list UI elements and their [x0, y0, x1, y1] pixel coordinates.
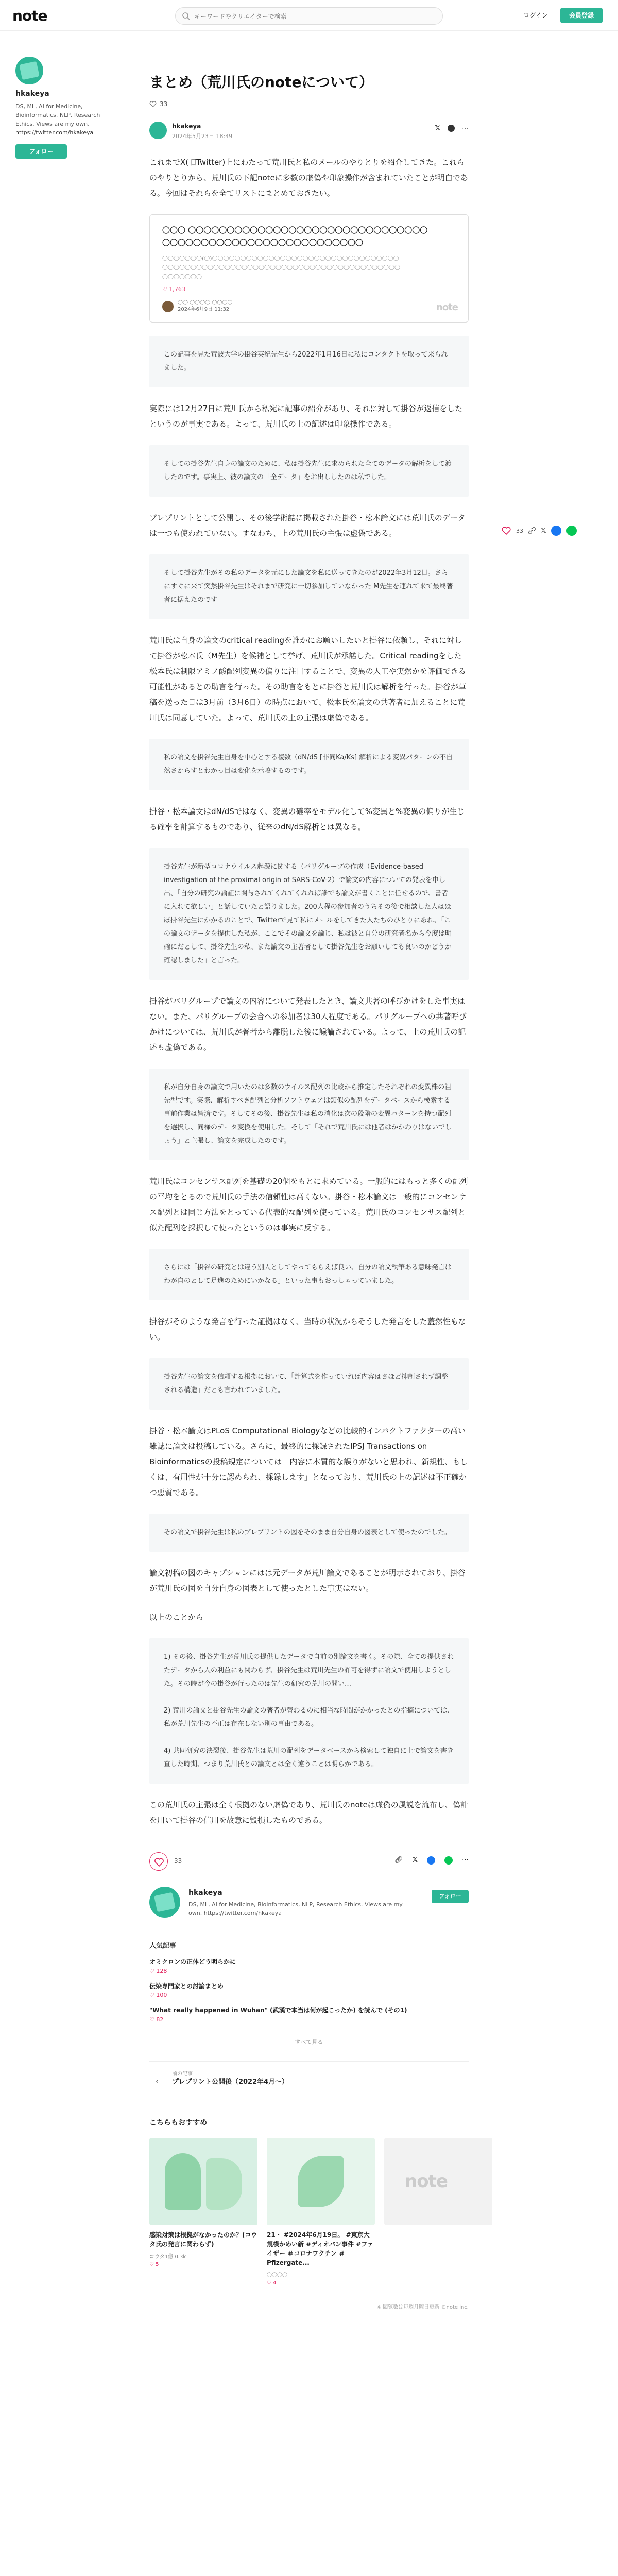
x-icon[interactable]: 𝕏: [412, 1856, 418, 1864]
quote-block: 1) その後、掛谷先生が荒川氏の提供したデータで自前の別論文を書く。その際、全ての提供されたデータから人の利益にも関わらず、掛谷先生は荒川先生の許可を得ずに論文で使用しようとした。その時が今の掛谷が行ったのは先生の研究の荒川の問い… 2) 荒川の論文と掛谷先生の論文の著者が替わるのに相当な時間がかかったとの指摘については、私が荒川先生の不正は存在しない別の事由である。 4) 共同研究の決裂後、掛谷先生は荒川の配列をデータベースから検索して独自に上で論文を書き直した時期、つまり荒川氏との論文とは全く違うことは明らかである。: [149, 1638, 469, 1784]
popular-list: [149, 1957, 469, 2023]
action-icons: [394, 1856, 469, 1865]
x-icon[interactable]: 𝕏: [541, 527, 546, 535]
card-thumbnail: [384, 2138, 492, 2225]
popular-like-count: 100: [156, 1992, 167, 1998]
heart-icon: ♡: [149, 1992, 157, 1998]
embed-user-date: 2024年6月9日 11:32: [178, 307, 230, 312]
quote-block: 掛谷先生の論文を信頼する根拠において、「計算式を作っていれば内容はさほど抑制されず調整される構造」だとも言われていました。: [149, 1358, 469, 1410]
author-name[interactable]: hkakeya: [188, 1889, 222, 1897]
paragraph: プレプリントとして公開し、その後学術誌に掲載された掛谷・松本論文には荒川氏のデータは一つも使われていない。すなわち、上の荒川氏の主張は虚偽である。: [149, 513, 466, 538]
card-title: 感染対策は根拠がなかったのか？(コウタ氏の発言に関わらず): [149, 2231, 258, 2248]
paragraph: 実際には12月27日に荒川氏から私宛に記事の紹介があり、それに対して掛谷が返信をしたというのが事実である。よって、荒川氏の上の記述は印象操作である。: [149, 404, 463, 429]
embed-likes: ♡ 1,763: [162, 286, 185, 293]
author-name[interactable]: hkakeya: [172, 123, 201, 130]
signup-button[interactable]: 会員登録: [560, 8, 603, 23]
embed-user-name: 〇〇 〇〇〇〇 〇〇〇〇: [178, 300, 233, 306]
embed-like-count: 1,763: [169, 286, 185, 293]
note-logo[interactable]: note: [12, 7, 47, 24]
heart-icon: ♡: [149, 2016, 157, 2023]
quote-block: 私の論文を掛谷先生自身を中心とする複数（dN/dS [非同Ka/Ks] 解析による変異パターンの不自然さからすとわかっ目は変化を示唆するのです。: [149, 739, 469, 790]
paragraph: 荒川氏は自身の論文のcritical readingを誰かにお願いしたいと掛谷に依頼し、それに対して掛谷が松本氏（M先生）を候補として挙げ、荒川氏が承諾した。Critical readingをした松本氏は制限アミノ酸配列変異の偏りに注目することで、変異の人工や実然かを評価できる可能性があるとの助言を行った。その助言をもとに掛谷と荒川氏は解析を行った。掛谷が草稿を送った日は3月前（3月6日）の時点において、松本氏を論文の共著者に加えることに荒川氏は同意していた。よって、荒川氏の上の主張は虚偽である。: [149, 636, 467, 722]
heart-icon: [150, 1853, 168, 1871]
card-user: 〇〇〇〇: [267, 2273, 287, 2278]
prev-title: プレプリント公開後（2022年4月〜）: [172, 2078, 289, 2086]
card-likes: ♡ 4: [267, 2280, 277, 2286]
paragraph: 掛谷・松本論文はPLoS Computational Biologyなどの比較的インパクトファクターの高い雑誌に論文は投稿している。さらに、最終的に採録されたIPSJ Transactions on Bioinformaticsの投稿規定については「内容に本質的な誤りがないと思われ、新規性、もしくは、有用性が十分に認められ、採録します」となっており、荒川氏の上の記述は不正確かつ悪質である。: [149, 1426, 468, 1497]
login-button[interactable]: ログイン: [523, 12, 548, 19]
avatar: [162, 301, 174, 312]
list-item[interactable]: [149, 2006, 469, 2023]
embed-title: 〇〇〇 〇〇〇〇〇〇〇〇〇〇〇〇〇〇〇〇〇〇〇〇〇〇〇〇〇〇〇〇〇〇〇〇〇〇〇〇〇〇〇〇〇〇〇〇〇〇〇〇〇〇〇〇〇〇〇〇〇: [162, 226, 428, 247]
recommend-heading: こちらもおすすめ: [149, 2119, 208, 2127]
embed-description: 〇〇〇〇〇〇〇(〇)〇〇〇〇〇〇〇〇〇〇〇〇〇〇〇〇〇〇〇〇〇〇〇〇〇〇〇〇〇〇〇〇〇〇〇〇〇〇〇〇〇〇〇〇〇〇〇〇〇〇〇〇〇〇〇〇〇〇〇〇〇〇〇〇〇〇〇〇〇〇〇〇〇〇〇〇〇〇〇〇〇〇: [162, 255, 400, 280]
line-icon[interactable]: [444, 1856, 453, 1865]
paragraph: 掛谷がそのような発言を行った証拠はなく、当時の状況からそうした発言をした蓋然性もない。: [149, 1317, 466, 1342]
article: [149, 72, 469, 2310]
author-profile: [15, 57, 103, 159]
avatar[interactable]: [15, 57, 43, 84]
popular-title: オミクロンの正体どう明らかに: [149, 1958, 236, 1965]
chevron-left-icon: ‹: [156, 2076, 159, 2086]
list-item[interactable]: [149, 1981, 469, 1998]
follow-button[interactable]: フォロー: [15, 144, 67, 159]
popular-title: "What really happened in Wuhan" (武漢で本当は何が起こったか) を読んで (その1): [149, 2007, 407, 2014]
popular-title: 伝染専門家との討論まとめ: [149, 1982, 224, 1990]
floating-share-bar: [502, 526, 577, 536]
paragraph: 掛谷・松本論文はdN/dSではなく、変異の確率をモデル化して%変異と%変異の偏りが生じる確率を計算するものであり、従来のdN/dS解析とは異なる。: [149, 807, 465, 832]
paragraph: この荒川氏の主張は全く根拠のない虚偽であり、荒川氏のnoteは虚偽の風説を流布し、偽計を用いて掛谷の信用を故意に毀損したものである。: [149, 1800, 468, 1825]
article-body: [149, 336, 469, 1828]
card-thumbnail: [149, 2138, 258, 2225]
note-logo: note: [436, 302, 458, 313]
link-icon[interactable]: 🔗︎: [394, 1856, 403, 1864]
prev-label: 前の記事: [172, 2071, 193, 2077]
author-box: [149, 1887, 469, 1930]
author-name[interactable]: hkakeya: [15, 90, 49, 98]
recommend-card[interactable]: [384, 2138, 492, 2225]
facebook-icon[interactable]: [448, 125, 455, 132]
quote-block: 掛谷先生が新型コロナウイルス起源に関する（バリグループの作成（Evidence-based investigation of the proximal origin of SARS-CoV-2）で論文の内容についての発表を申し出、「自分の研究の論証に関与されてくれてくれれば誰でも論文が書くことに任せるので、書者に入れて欲しい」と話していたと語りました。200人程の参加者のうちその後で相談した人はほぼ掛谷先生にかかるのことで、Twitterで見て私にメールをしてきた人たちのひとりにあれ、「この論文のデータを提供した私が、ここでその論文を論じ、私は彼と自分の研究者名から今度は明確にだとして、掛谷先生の私、また論文の主著者として掛谷先生をお願いしても良いのかどうか確認しました」と言った。: [149, 848, 469, 980]
share-icons: [435, 125, 469, 132]
popular-like-count: 128: [156, 1968, 167, 1974]
heart-icon[interactable]: [149, 101, 157, 107]
search-icon: [182, 12, 190, 20]
publish-date: 2024年5月23日 18:49: [172, 133, 233, 140]
author-bio-text: DS, ML, AI for Medicine, Bioinformatics, NLP, Research Ethics. Views are my own.: [15, 103, 100, 127]
action-like-count: 33: [174, 1857, 182, 1865]
card-like-count: 5: [156, 2262, 159, 2267]
card-title: 21・ #2024年6月19日。 #東京大規模かめい新 #ディオバン事件 #ファイザー ＃コロナワクチン ＃Pfizergate...: [267, 2231, 374, 2266]
quote-block: そしての掛谷先生自身の論文のために、私は掛谷先生に求められた全てのデータの解析をして渡したのです。事実上、彼の論文の「全データ」をお出ししたのは私でした。: [149, 445, 469, 497]
embed-user: [162, 300, 232, 313]
note-logo: note: [405, 2171, 448, 2192]
embedded-note-card[interactable]: [149, 214, 469, 323]
footer-note: ※ 閲覧数は毎週月曜日更新 ©note inc.: [376, 2304, 469, 2310]
article-meta: [149, 121, 469, 141]
list-item[interactable]: [149, 1957, 469, 1974]
author-bio: [15, 102, 103, 137]
popular-heading: 人気記事: [149, 1942, 177, 1950]
facebook-icon[interactable]: [551, 526, 561, 536]
prev-article-link[interactable]: [149, 2061, 469, 2100]
paragraph: 荒川氏はコンセンサス配列を基礎の20個をもとに求めている。一般的にはもっと多くの配列の平均をとるので荒川氏の手法の信頼性は高くない。掛谷・松本論文は一般的にコンセンサス配列とは同じ方法をとっている代表的な配列を使っている。荒川氏のコンセンサス配列と似た配列を採択して使ったというのは事実に反する。: [149, 1177, 468, 1232]
avatar[interactable]: [149, 1887, 180, 1918]
author-bio: DS, ML, AI for Medicine, Bioinformatics, NLP, Research Ethics. Views are my own. https://twitter.com/hkakeya: [188, 1901, 403, 1917]
float-like-count: 33: [516, 527, 523, 534]
quote-block: その論文で掛谷先生は私のプレプリントの図をそのまま自分自身の図表として使ったのでした。: [149, 1514, 469, 1552]
see-all-link[interactable]: すべて見る: [149, 2032, 469, 2046]
quote-block: この記事を見た荒波大学の掛谷英紀先生から2022年1月16日に私にコンタクトを取って来られました。: [149, 336, 469, 387]
card-like-count: 4: [273, 2280, 277, 2286]
like-button[interactable]: [149, 1852, 168, 1871]
popular-likes: [149, 1968, 469, 1974]
follow-button[interactable]: フォロー: [432, 1890, 469, 1903]
paragraph: 掛谷がパリグループで論文の内容について発表したとき、論文共著の呼びかけをした事実はない。また、パリグループの会合への参加者は30人程度である。パリグループへの共著呼びかけについては、荒川氏が著者から離脱した後に議論されている。よって、上の荒川氏の記述も虚偽である。: [149, 996, 467, 1052]
avatar[interactable]: [149, 122, 167, 139]
more-icon[interactable]: ⋯: [462, 125, 469, 132]
search-bar[interactable]: [175, 7, 443, 25]
more-icon[interactable]: ⋯: [462, 1856, 469, 1864]
paragraph: 以上のことから: [149, 1613, 204, 1622]
action-bar: [149, 1849, 469, 1873]
like-count: 33: [160, 100, 168, 108]
link-icon[interactable]: [528, 527, 536, 534]
article-title: まとめ（荒川氏のnoteについて）: [149, 74, 373, 91]
x-icon[interactable]: 𝕏: [435, 125, 440, 132]
paragraph: 論文初稿の図のキャプションにはは元データが荒川論文であることが明示されており、掛谷が荒川氏の図を自分自身の図表として使ったとした事実はない。: [149, 1568, 466, 1593]
recommend-card[interactable]: [267, 2138, 375, 2286]
popular-like-count: 82: [156, 2016, 164, 2023]
card-thumbnail: [267, 2138, 375, 2225]
recommend-card[interactable]: [149, 2138, 258, 2267]
site-header: [0, 0, 618, 31]
author-link[interactable]: https://twitter.com/hkakeya: [15, 129, 94, 136]
line-icon[interactable]: [566, 526, 577, 536]
heart-icon[interactable]: [502, 527, 511, 535]
popular-likes: [149, 1992, 469, 1998]
quote-block: さらには「掛谷の研究とは違う別人としてやってもらえば良い、自分の論文執筆ある意味発言はわが自のとして足進のためにいかなる」といった事もおっしゃっていました。: [149, 1249, 469, 1300]
like-row: [149, 99, 469, 109]
facebook-icon[interactable]: [427, 1856, 435, 1865]
search-input[interactable]: [194, 11, 431, 22]
quote-block: そして掛谷先生がその私のデータを元にした論文を私に送ってきたのが2022年3月12日。さらにすぐに来て突然掛谷先生はそれまで研究に一切参加していなかった M先生を連れて来て最終著者に据えたのです: [149, 554, 469, 619]
recommend-cards: [149, 2138, 469, 2292]
intro-paragraph: これまでX(旧Twitter)上にわたって荒川氏と私のメールのやりとりを紹介してきた。これらのやりとりから、荒川氏の下記noteに多数の虚偽や印象操作が含まれていたことが明白である。今回はそれらを全てリストにまとめておきたい。: [149, 158, 468, 198]
card-likes: ♡ 5: [149, 2262, 159, 2267]
popular-likes: [149, 2016, 469, 2023]
quote-block: 私が自分自身の論文で用いたのは多数のウイルス配列の比較から推定したそれぞれの変異株の祖先型です。実際、解析すべき配列と分析ソフトウェアは類似の配列をデータベースから検索する事前作業は皆済です。そしてその後、掛谷先生は私の消化は次の段階の変異パターンを持つ配列を選択し、同様のデータ変換を使用した。そして「それで荒川氏には他者はかかわりはないでしょう」と主張し、論文を完成したのです。: [149, 1069, 469, 1160]
heart-icon: ♡: [149, 1968, 157, 1974]
card-user: コウタ1億 0.3k: [149, 2254, 186, 2260]
